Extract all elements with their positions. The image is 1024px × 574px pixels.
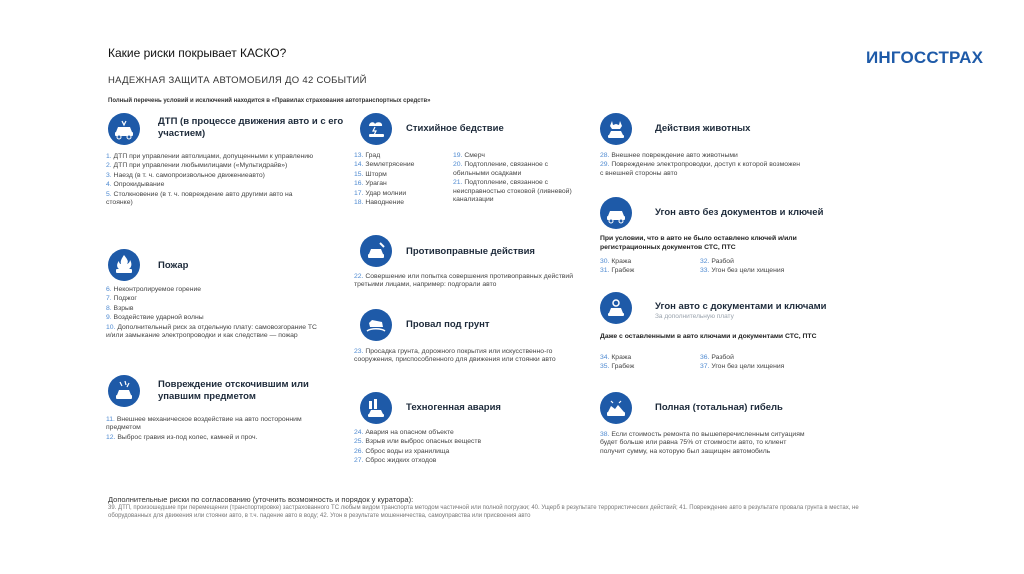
list-item: 12. Выброс гравия из-под колес, камней и проч.	[106, 433, 258, 441]
page-subtitle: НАДЕЖНАЯ ЗАЩИТА АВТОМОБИЛЯ ДО 42 СОБЫТИЙ	[108, 75, 367, 86]
list-dtp	[106, 153, 321, 208]
animal-icon	[600, 113, 632, 145]
list-item: 4. Опрокидывание	[106, 181, 165, 189]
falling-stone-icon	[108, 375, 140, 407]
list-item: 25. Взрыв или выброс опасных веществ	[354, 438, 482, 446]
tech-accident-icon	[360, 392, 392, 424]
car-theft-icon	[600, 197, 632, 229]
list-animals	[600, 152, 805, 179]
list-disaster-col2	[453, 152, 573, 205]
list-fire	[106, 286, 321, 341]
list-theft2-col2	[700, 354, 820, 373]
theft2-paid-note: За дополнительную плату	[655, 313, 734, 320]
list-item: 31. Грабеж	[600, 267, 635, 275]
list-item: 8. Взрыв	[106, 304, 134, 312]
list-item: 28. Внешнее повреждение авто животными	[600, 152, 738, 159]
additional-risks-text: 39. ДТП, произошедшие при перемещении (транспортировке) застрахованного ТС любым видом транспорта методом частичной или полной погрузки; 40. Ущерб в результате террористических действий; 41. Повреждение авто в результате провала грунта в местах, не оборудованных для движения или стоянки авто, в т.ч. падение авто в воду; 42. Угон в результате мошенничества, самоуправства или присвоения авто	[108, 505, 859, 519]
sinkhole-icon	[360, 309, 392, 341]
list-item: 7. Поджог	[106, 295, 137, 303]
theft2-condition: Даже с оставленными в авто ключами и документами СТС, ПТС	[600, 333, 817, 340]
list-item: 23. Просадка грунта, дорожного покрытия или искусственно-го сооружения, приспособленного для движения или стоянки авто	[354, 348, 556, 364]
list-item: 21. Подтопление, связанное с неисправностью стоковой (ливневой) канализации	[453, 179, 572, 204]
list-theft1-col1	[600, 258, 695, 277]
section-title-illegal: Противоправные действия	[406, 246, 535, 257]
list-item: 27. Сброс жидких отходов	[354, 457, 437, 465]
section-title-disaster: Стихийное бедствие	[406, 123, 504, 134]
list-theft1-col2	[700, 258, 820, 277]
vandal-icon	[360, 235, 392, 267]
list-theft2-col1	[600, 354, 695, 373]
section-title-theft2: Угон авто с документами и ключами	[655, 301, 827, 312]
list-item: 11. Внешнее механическое воздействие на авто посторонним предметом	[106, 416, 302, 432]
list-item: 29. Повреждение электропроводки, доступ к которой возможен с внешней стороны авто	[600, 161, 801, 177]
list-item: 5. Столкновение (в т. ч. повреждение авто другими авто на стоянке)	[106, 190, 293, 207]
list-item: 16. Ураган	[354, 180, 387, 188]
list-disaster-col1	[354, 152, 449, 208]
list-item: 13. Град	[354, 152, 381, 159]
list-sinkhole	[354, 348, 579, 366]
list-item: 20. Подтопление, связанное с обильными осадками	[453, 161, 549, 177]
list-item: 30. Кража	[600, 258, 632, 265]
list-item: 3. Наезд (в т. ч. самопроизвольное движениеавто)	[106, 171, 265, 179]
list-item: 33. Угон без цели хищения	[700, 267, 785, 275]
list-item: 24. Авария на опасном объекте	[354, 429, 454, 436]
list-item: 15. Шторм	[354, 170, 387, 178]
list-item: 32. Разбой	[700, 258, 734, 265]
list-tech	[354, 429, 569, 467]
section-title-total: Полная (тотальная) гибель	[655, 402, 783, 413]
list-item: 14. Землетрясение	[354, 161, 415, 169]
section-title-animals: Действия животных	[655, 123, 751, 134]
page-title: Какие риски покрывает КАСКО?	[108, 46, 287, 60]
car-keys-theft-icon	[600, 292, 632, 324]
section-title-dtp: ДТП (в процессе движения авто и с его участием)	[158, 116, 344, 139]
section-title-tech: Техногенная авария	[406, 402, 501, 413]
list-item: 19. Смерч	[453, 152, 485, 159]
list-item: 9. Воздействие ударной волны	[106, 314, 204, 322]
list-item: 36. Разбой	[700, 354, 734, 361]
storm-icon	[360, 113, 392, 145]
list-debris	[106, 416, 321, 443]
company-logo: ИНГОССТРАХ	[866, 48, 984, 67]
section-title-theft1: Угон авто без документов и ключей	[655, 207, 824, 218]
list-item: 34. Кража	[600, 354, 632, 361]
list-item: 6. Неконтролируемое горение	[106, 286, 202, 293]
list-illegal	[354, 273, 574, 291]
list-item: 26. Сброс воды из хранилища	[354, 447, 450, 455]
list-total	[600, 431, 810, 457]
car-crash-icon	[108, 113, 140, 145]
total-loss-icon	[600, 392, 632, 424]
list-item: 38. Если стоимость ремонта по вышеперечисленным ситуациям будет больше или равна 75% от стоимости авто, то клиент получит сумму, на которую был защищен автомобиль	[600, 431, 805, 455]
section-title-fire: Пожар	[158, 260, 189, 271]
list-item: 10. Дополнительный риск за отдельную плату: самовозгорание ТС и/или замыкание электропроводки и как следствие — пожар	[106, 323, 317, 340]
theft1-condition: При условии, что в авто не было оставлено ключей и/или регистрационных документов СТС, ПТС	[600, 235, 797, 251]
list-item: 37. Угон без цели хищения	[700, 363, 785, 371]
section-title-sinkhole: Провал под грунт	[406, 319, 490, 330]
list-item: 17. Удар молнии	[354, 189, 407, 197]
car-fire-icon	[108, 249, 140, 281]
list-item: 2. ДТП при управлении любымилицами («Мультидрайв»)	[106, 162, 288, 170]
list-item: 22. Совершение или попытка совершения противоправных действий третьими лицами, например: подгорали авто	[354, 273, 574, 289]
section-title-debris: Повреждение отскочившим или упавшим предметом	[158, 379, 309, 402]
rules-note: Полный перечень условий и исключений находится в «Правилах страхования автотранспортных средств»	[108, 98, 431, 104]
list-item: 1. ДТП при управлении автолицами, допущенными к управлению	[106, 153, 314, 160]
list-item: 18. Наводнение	[354, 199, 405, 207]
additional-risks-title: Дополнительные риски по согласованию (уточнить возможность и порядок у куратора):	[108, 495, 414, 504]
list-item: 35. Грабеж	[600, 363, 635, 371]
